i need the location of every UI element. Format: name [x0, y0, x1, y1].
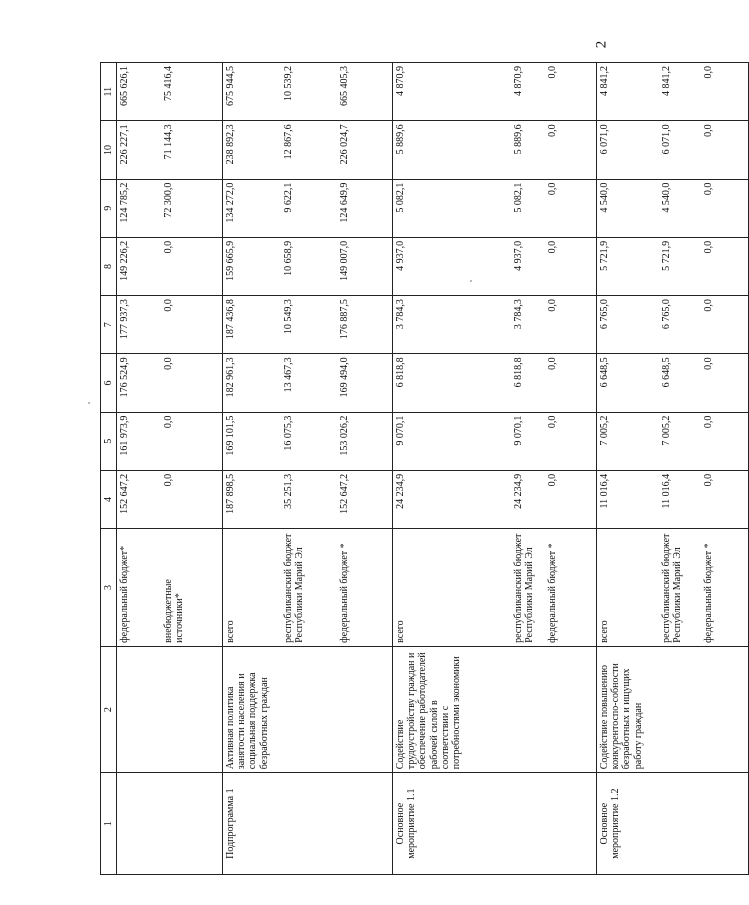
table-row	[511, 63, 545, 875]
funding-source-cell: всего	[393, 529, 511, 647]
value-cell: 0,0	[545, 179, 597, 237]
value-cell: 3 784,3	[393, 296, 511, 354]
value-cell: 675 944,5	[223, 63, 281, 121]
value-cell: 9 070,1	[393, 412, 511, 470]
value-cell: 176 524,9	[117, 354, 161, 412]
value-cell: 152 647,2	[117, 470, 161, 528]
value-cell: 226 227,1	[117, 121, 161, 179]
value-cell: 0,0	[545, 354, 597, 412]
value-cell: 6 818,8	[511, 354, 545, 412]
value-cell: 176 887,5	[337, 296, 393, 354]
value-cell: 4 870,9	[511, 63, 545, 121]
value-cell: 6 648,5	[659, 354, 701, 412]
section-cell	[281, 773, 337, 875]
column-header: 7	[101, 296, 117, 354]
budget-table	[100, 62, 749, 875]
value-cell: 0,0	[161, 412, 223, 470]
value-cell: 10 539,2	[281, 63, 337, 121]
value-cell: 5 889,6	[393, 121, 511, 179]
value-cell: 0,0	[701, 179, 749, 237]
header-row	[101, 63, 117, 875]
value-cell: 10 549,3	[281, 296, 337, 354]
funding-source-cell: федеральный бюджет *	[701, 529, 749, 647]
value-cell: 35 251,3	[281, 470, 337, 528]
table-row	[223, 63, 281, 875]
value-cell: 124 785,2	[117, 179, 161, 237]
section-cell	[337, 773, 393, 875]
table-row	[659, 63, 701, 875]
value-cell: 12 867,6	[281, 121, 337, 179]
column-header: 11	[101, 63, 117, 121]
value-cell: 5 082,1	[393, 179, 511, 237]
value-cell: 0,0	[161, 237, 223, 295]
value-cell: 6 765,0	[659, 296, 701, 354]
value-cell: 4 841,2	[659, 63, 701, 121]
value-cell: 0,0	[161, 296, 223, 354]
value-cell: 9 070,1	[511, 412, 545, 470]
description-cell	[281, 646, 337, 772]
table-row	[281, 63, 337, 875]
value-cell: 6 765,0	[597, 296, 659, 354]
description-cell: Содействие повышению конкурентоспо-собности безработных и ищущих работу граждан	[597, 646, 659, 772]
value-cell: 0,0	[701, 63, 749, 121]
value-cell: 238 892,3	[223, 121, 281, 179]
table-row	[701, 63, 749, 875]
table-row	[337, 63, 393, 875]
value-cell: 3 784,3	[511, 296, 545, 354]
value-cell: 4 870,9	[393, 63, 511, 121]
table-row	[597, 63, 659, 875]
section-cell	[117, 773, 161, 875]
funding-source-cell: внебюджетные источники*	[161, 529, 223, 647]
column-header: 9	[101, 179, 117, 237]
description-cell	[659, 646, 701, 772]
value-cell: 71 144,3	[161, 121, 223, 179]
funding-source-cell: федеральный бюджет*	[117, 529, 161, 647]
description-cell	[337, 646, 393, 772]
page-number: 2	[593, 40, 610, 49]
value-cell: 6 818,8	[393, 354, 511, 412]
table-row	[545, 63, 597, 875]
value-cell: 6 648,5	[597, 354, 659, 412]
section-cell: Основное мероприятие 1.1	[393, 773, 511, 875]
section-cell: Основное мероприятие 1.2	[597, 773, 659, 875]
value-cell: 665 405,3	[337, 63, 393, 121]
value-cell: 169 494,0	[337, 354, 393, 412]
value-cell: 159 665,9	[223, 237, 281, 295]
value-cell: 0,0	[701, 296, 749, 354]
column-header: 8	[101, 237, 117, 295]
value-cell: 4 937,0	[393, 237, 511, 295]
value-cell: 0,0	[545, 63, 597, 121]
section-cell	[701, 773, 749, 875]
value-cell: 13 467,3	[281, 354, 337, 412]
value-cell: 10 658,9	[281, 237, 337, 295]
funding-source-cell: республиканский бюджет Республики Марий Эл	[659, 529, 701, 647]
value-cell: 0,0	[701, 237, 749, 295]
table-row	[393, 63, 511, 875]
value-cell: 9 622,1	[281, 179, 337, 237]
description-cell	[701, 646, 749, 772]
value-cell: 0,0	[545, 237, 597, 295]
column-header: 6	[101, 354, 117, 412]
value-cell: 169 101,5	[223, 412, 281, 470]
value-cell: 149 007,0	[337, 237, 393, 295]
table-body	[117, 63, 749, 875]
funding-source-cell: всего	[597, 529, 659, 647]
value-cell: 0,0	[701, 121, 749, 179]
description-cell	[545, 646, 597, 772]
section-cell	[511, 773, 545, 875]
value-cell: 0,0	[545, 296, 597, 354]
value-cell: 177 937,3	[117, 296, 161, 354]
description-cell	[117, 646, 161, 772]
value-cell: 4 540,0	[597, 179, 659, 237]
value-cell: 0,0	[545, 412, 597, 470]
table-row	[117, 63, 161, 875]
value-cell: 24 234,9	[511, 470, 545, 528]
value-cell: 7 005,2	[597, 412, 659, 470]
value-cell: 0,0	[161, 470, 223, 528]
value-cell: 11 016,4	[659, 470, 701, 528]
section-cell	[545, 773, 597, 875]
value-cell: 16 075,3	[281, 412, 337, 470]
value-cell: 152 647,2	[337, 470, 393, 528]
description-cell: Активная политика занятости населения и социальная поддержка безработных граждан	[223, 646, 281, 772]
value-cell: 24 234,9	[393, 470, 511, 528]
value-cell: 4 937,0	[511, 237, 545, 295]
value-cell: 182 961,3	[223, 354, 281, 412]
column-header: 10	[101, 121, 117, 179]
table-row	[161, 63, 223, 875]
column-header: 4	[101, 470, 117, 528]
value-cell: 134 272,0	[223, 179, 281, 237]
funding-source-cell: всего	[223, 529, 281, 647]
value-cell: 0,0	[161, 354, 223, 412]
value-cell: 161 973,9	[117, 412, 161, 470]
description-cell: Содействие трудоустройству граждан и обеспечение работодателей рабочей силой в соответствии с потребностями экономики	[393, 646, 511, 772]
value-cell: 5 721,9	[597, 237, 659, 295]
value-cell: 7 005,2	[659, 412, 701, 470]
value-cell: 6 071,0	[597, 121, 659, 179]
value-cell: 0,0	[545, 121, 597, 179]
value-cell: 226 024,7	[337, 121, 393, 179]
funding-source-cell: федеральный бюджет *	[545, 529, 597, 647]
description-cell	[511, 646, 545, 772]
value-cell: 0,0	[701, 412, 749, 470]
value-cell: 72 300,0	[161, 179, 223, 237]
value-cell: 11 016,4	[597, 470, 659, 528]
column-header: 5	[101, 412, 117, 470]
column-header: 2	[101, 646, 117, 772]
value-cell: 665 626,1	[117, 63, 161, 121]
value-cell: 5 721,9	[659, 237, 701, 295]
description-cell	[161, 646, 223, 772]
column-header: 1	[101, 773, 117, 875]
funding-source-cell: федеральный бюджет *	[337, 529, 393, 647]
funding-source-cell: республиканский бюджет Республики Марий Эл	[281, 529, 337, 647]
value-cell: 187 436,8	[223, 296, 281, 354]
funding-source-cell: республиканский бюджет Республики Марий Эл	[511, 529, 545, 647]
scan-speck	[88, 402, 90, 404]
value-cell: 0,0	[701, 354, 749, 412]
column-header: 3	[101, 529, 117, 647]
value-cell: 5 082,1	[511, 179, 545, 237]
value-cell: 4 540,0	[659, 179, 701, 237]
section-cell	[659, 773, 701, 875]
value-cell: 0,0	[701, 470, 749, 528]
section-cell: Подпрограмма 1	[223, 773, 281, 875]
rotated-table-container	[100, 62, 714, 875]
section-cell	[161, 773, 223, 875]
value-cell: 5 889,6	[511, 121, 545, 179]
value-cell: 187 898,5	[223, 470, 281, 528]
value-cell: 153 026,2	[337, 412, 393, 470]
value-cell: 6 071,0	[659, 121, 701, 179]
value-cell: 149 226,2	[117, 237, 161, 295]
value-cell: 4 841,2	[597, 63, 659, 121]
value-cell: 124 649,9	[337, 179, 393, 237]
value-cell: 0,0	[545, 470, 597, 528]
value-cell: 75 416,4	[161, 63, 223, 121]
